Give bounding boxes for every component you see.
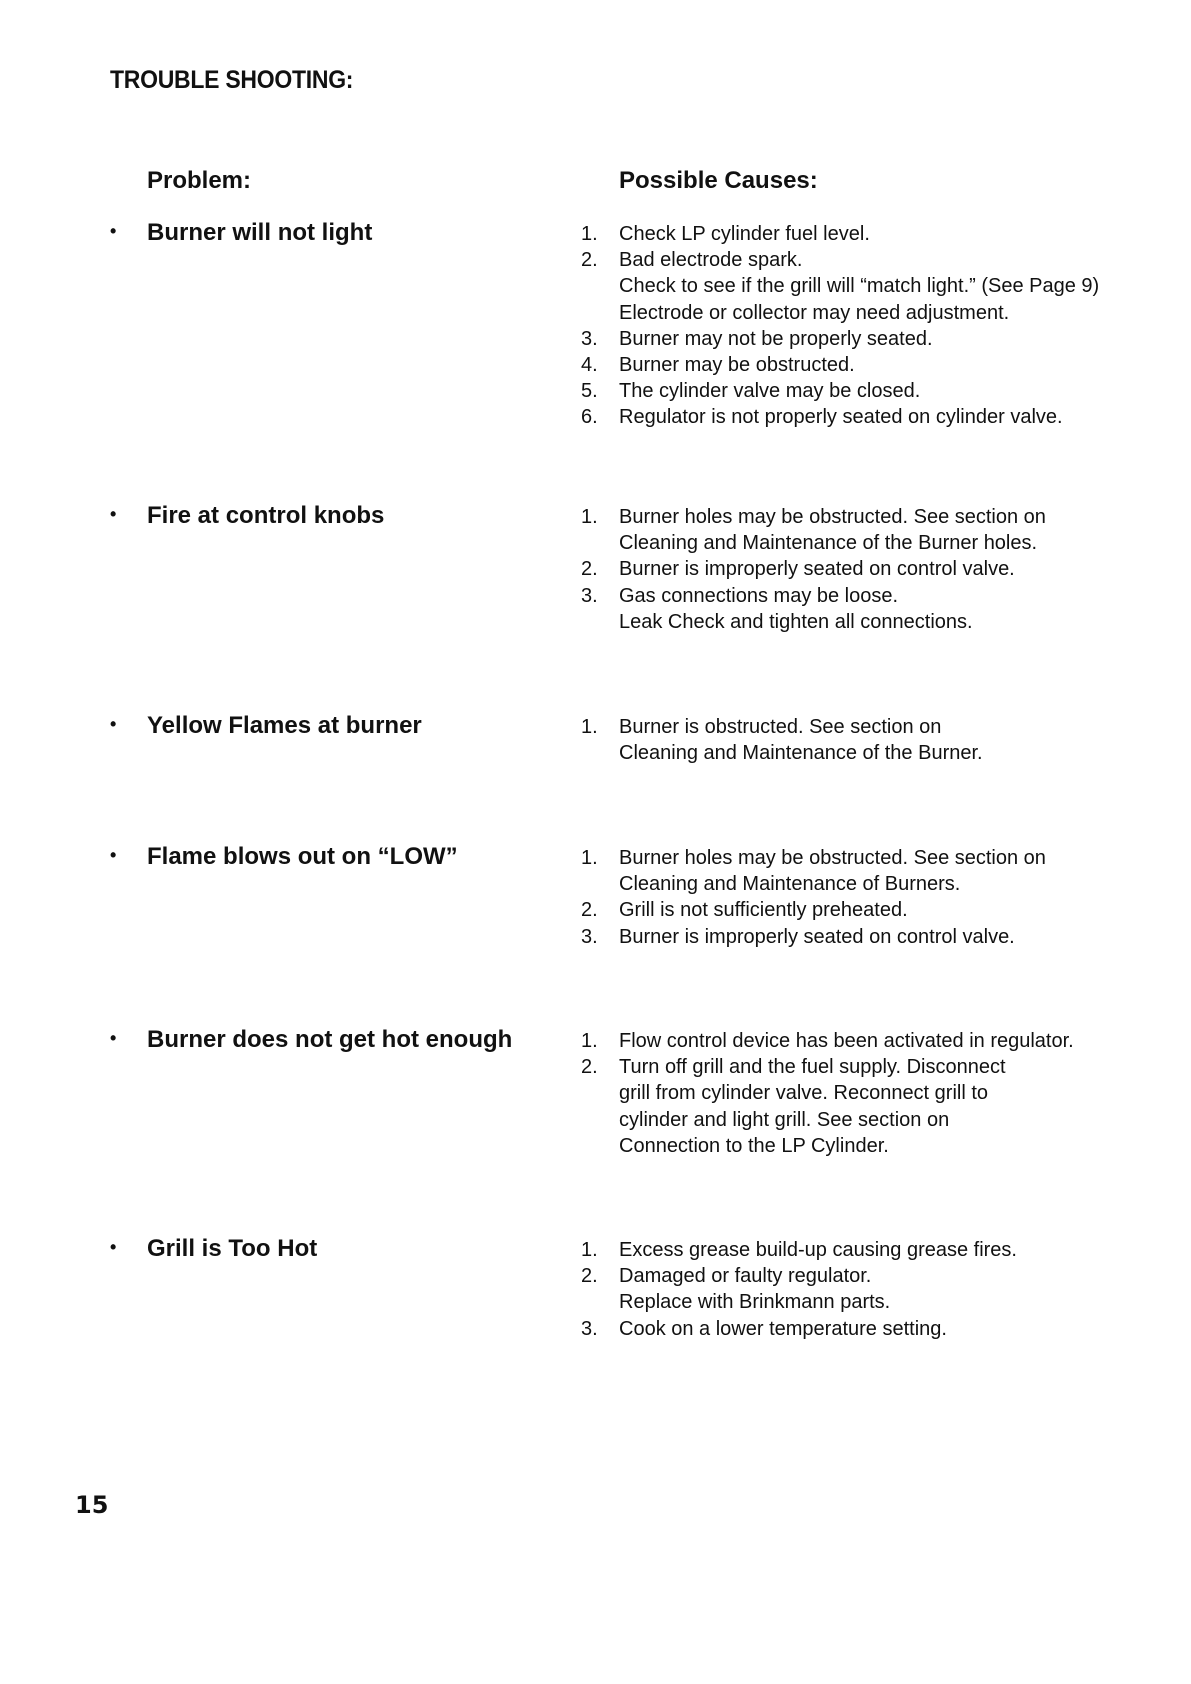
cause-text: Burner is improperly seated on control valve. bbox=[619, 925, 1015, 948]
cause-item bbox=[578, 1054, 1074, 1159]
cause-text: Burner may be obstructed. bbox=[619, 354, 855, 377]
cause-number: 1. bbox=[581, 1030, 598, 1052]
cause-number: 6. bbox=[581, 406, 598, 429]
cause-item bbox=[578, 1316, 1017, 1342]
cause-number: 3. bbox=[581, 584, 598, 607]
cause-item bbox=[578, 924, 1046, 950]
cause-item bbox=[578, 1237, 1017, 1263]
cause-text: Cleaning and Maintenance of the Burner. bbox=[619, 742, 983, 765]
causes-list bbox=[578, 845, 1046, 950]
cause-item bbox=[578, 714, 983, 766]
causes-list bbox=[578, 714, 983, 766]
cause-text: The cylinder valve may be closed. bbox=[619, 380, 921, 403]
cause-number: 1. bbox=[581, 716, 598, 738]
causes-list bbox=[578, 221, 1099, 431]
bullet-icon: • bbox=[110, 845, 117, 865]
bullet-icon: • bbox=[110, 1237, 117, 1257]
cause-number: 2. bbox=[581, 1265, 598, 1288]
cause-text: Damaged or faulty regulator. bbox=[619, 1265, 872, 1288]
cause-text: Cook on a lower temperature setting. bbox=[619, 1317, 947, 1340]
cause-number: 1. bbox=[581, 506, 598, 528]
cause-text: cylinder and light grill. See section on bbox=[619, 1108, 950, 1131]
cause-number: 4. bbox=[581, 354, 598, 377]
cause-item bbox=[578, 326, 1099, 352]
cause-text: Turn off grill and the fuel supply. Disconnect bbox=[619, 1056, 1006, 1079]
cause-number: 5. bbox=[581, 380, 598, 403]
problem-label: Flame blows out on “LOW” bbox=[147, 843, 458, 870]
cause-number: 2. bbox=[581, 899, 598, 922]
problem-item bbox=[110, 1235, 317, 1263]
cause-text: Regulator is not properly seated on cylinder valve. bbox=[619, 406, 1063, 429]
cause-text: Replace with Brinkmann parts. bbox=[619, 1291, 891, 1314]
bullet-icon: • bbox=[110, 504, 117, 524]
cause-number: 1. bbox=[581, 1239, 598, 1261]
cause-text: Grill is not sufficiently preheated. bbox=[619, 899, 908, 922]
problem-item bbox=[110, 1026, 512, 1054]
problem-item bbox=[110, 712, 422, 740]
cause-text: Leak Check and tighten all connections. bbox=[619, 610, 973, 633]
bullet-icon: • bbox=[110, 221, 117, 241]
cause-number: 3. bbox=[581, 327, 598, 350]
cause-text: Flow control device has been activated in regulator. bbox=[619, 1030, 1074, 1052]
causes-list bbox=[578, 504, 1046, 635]
cause-text: Gas connections may be loose. bbox=[619, 584, 899, 607]
causes-list bbox=[578, 1237, 1017, 1342]
cause-item bbox=[578, 504, 1046, 556]
cause-number: 3. bbox=[581, 925, 598, 948]
problem-column-header: Problem: bbox=[147, 167, 252, 194]
cause-number: 1. bbox=[581, 223, 598, 245]
cause-item bbox=[578, 378, 1099, 404]
problem-label: Fire at control knobs bbox=[147, 502, 385, 529]
cause-number: 2. bbox=[581, 558, 598, 581]
problem-item bbox=[110, 502, 384, 530]
cause-text: Burner holes may be obstructed. See section on bbox=[619, 506, 1046, 528]
problem-label: Grill is Too Hot bbox=[147, 1235, 318, 1262]
cause-text: Burner is obstructed. See section on bbox=[619, 716, 942, 738]
cause-number: 2. bbox=[581, 1056, 598, 1079]
cause-item bbox=[578, 897, 1046, 923]
problem-label: Yellow Flames at burner bbox=[147, 712, 422, 739]
cause-text: grill from cylinder valve. Reconnect grill to bbox=[619, 1082, 989, 1105]
bullet-icon: • bbox=[110, 1028, 117, 1048]
problem-label: Burner does not get hot enough bbox=[147, 1026, 513, 1053]
page-title: TROUBLE SHOOTING: bbox=[110, 66, 354, 94]
cause-number: 1. bbox=[581, 847, 598, 869]
problem-item bbox=[110, 219, 372, 247]
cause-text: Cleaning and Maintenance of Burners. bbox=[619, 873, 961, 896]
cause-item bbox=[578, 221, 1099, 247]
cause-number: 2. bbox=[581, 249, 598, 272]
cause-item bbox=[578, 556, 1046, 582]
cause-text: Electrode or collector may need adjustment. bbox=[619, 301, 1010, 324]
cause-text: Check LP cylinder fuel level. bbox=[619, 223, 870, 245]
cause-text: Burner may not be properly seated. bbox=[619, 327, 933, 350]
problem-item bbox=[110, 843, 458, 871]
problem-label: Burner will not light bbox=[147, 219, 373, 246]
cause-text: Check to see if the grill will “match light.” (See Page 9) bbox=[619, 275, 1100, 298]
causes-list bbox=[578, 1028, 1074, 1159]
cause-text: Cleaning and Maintenance of the Burner holes. bbox=[619, 532, 1038, 555]
cause-text: Burner is improperly seated on control valve. bbox=[619, 558, 1015, 581]
cause-item bbox=[578, 845, 1046, 897]
cause-number: 3. bbox=[581, 1317, 598, 1340]
cause-item bbox=[578, 1263, 1017, 1315]
causes-column-header: Possible Causes: bbox=[619, 167, 818, 194]
cause-item bbox=[578, 404, 1099, 430]
cause-text: Bad electrode spark. bbox=[619, 249, 803, 272]
page-number: 15 bbox=[75, 1491, 109, 1519]
bullet-icon: • bbox=[110, 714, 117, 734]
cause-item bbox=[578, 247, 1099, 326]
cause-text: Burner holes may be obstructed. See section on bbox=[619, 847, 1046, 869]
cause-item bbox=[578, 352, 1099, 378]
cause-text: Connection to the LP Cylinder. bbox=[619, 1134, 889, 1157]
cause-item bbox=[578, 583, 1046, 635]
cause-text: Excess grease build-up causing grease fires. bbox=[619, 1239, 1017, 1261]
cause-item bbox=[578, 1028, 1074, 1054]
